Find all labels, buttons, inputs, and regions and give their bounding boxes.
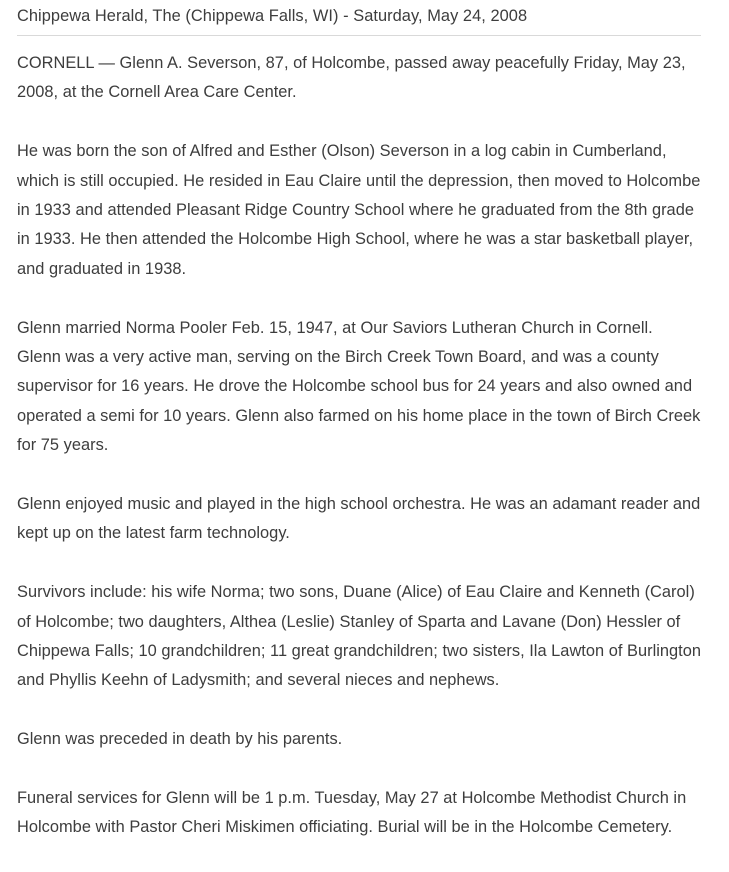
paragraph-marriage-career: Glenn married Norma Pooler Feb. 15, 1947, at Our Saviors Lutheran Church in Cornell. Glenn was a very active man, serving on the Birch Creek Town Board, and was a county supervisor for 16 years. He drove the Holcombe school bus for 24 years and also owned and operated a semi for 10 years. Glenn also farmed on his home place in the town of Birch Creek for 75 years. [17,318,701,455]
source-line: Chippewa Herald, The (Chippewa Falls, WI) - Saturday, May 24, 2008 [17,7,528,25]
article-body [17,36,701,843]
paragraph-services: Funeral services for Glenn will be 1 p.m. Tuesday, May 27 at Holcombe Methodist Church in Holcombe with Pastor Cheri Miskimen officiating. Burial will be in the Holcombe Cemetery. [17,789,687,837]
paragraph-early-life: He was born the son of Alfred and Esther (Olson) Severson in a log cabin in Cumberland, which is still occupied. He resided in Eau Claire until the depression, then moved to Holcombe in 1933 and attended Pleasant Ridge Country School where he graduated from the 8th grade in 1933. He then attended the Holcombe High School, where he was a star basketball player, and graduated in 1938. [17,142,701,278]
obituary-article [17,0,701,872]
paragraph-survivors: Survivors include: his wife Norma; two sons, Duane (Alice) of Eau Claire and Kenneth (Carol) of Holcombe; two daughters, Althea (Leslie) Stanley of Sparta and Lavane (Don) Hessler of Chippewa Falls; 10 grandchildren; 11 great grandchildren; two sisters, Ila Lawton of Burlington and Phyllis Keehn of Ladysmith; and several nieces and nephews. [17,583,702,690]
paragraph-interests: Glenn enjoyed music and played in the high school orchestra. He was an adamant reader and kept up on the latest farm technology. [17,495,701,543]
paragraph-preceded: Glenn was preceded in death by his parents. [17,730,343,749]
paragraph-intro: CORNELL — Glenn A. Severson, 87, of Holcombe, passed away peacefully Friday, May 23, 2008, at the Cornell Area Care Center. [17,54,686,102]
